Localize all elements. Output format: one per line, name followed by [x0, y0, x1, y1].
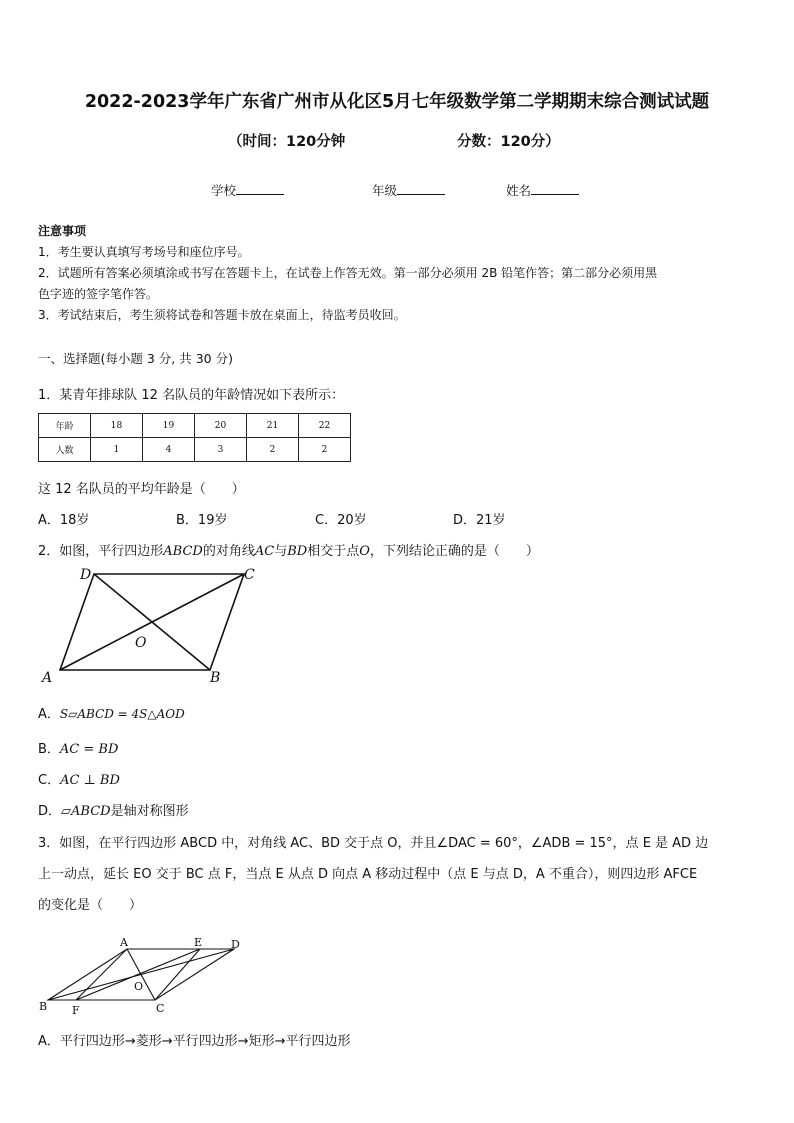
name-label: 姓名 [506, 183, 532, 198]
score-label: 分数：120分） [457, 134, 560, 150]
school-blank[interactable] [236, 183, 284, 195]
table-cell: 4 [143, 438, 195, 462]
q3-option-a[interactable]: A．平行四边形→菱形→平行四边形→矩形→平行四边形 [38, 1034, 351, 1049]
q2-stem-mid1: 的对角线 [202, 544, 255, 559]
school-label: 学校 [211, 183, 237, 198]
q2-abcd: ABCD [163, 544, 203, 559]
table-cell: 22 [299, 414, 351, 438]
q3-figure [36, 934, 252, 1018]
q2-stem-mid2: 与 [274, 544, 288, 559]
time-label: （时间：120分钟 [228, 134, 346, 150]
label-b: B [210, 670, 221, 686]
q3-label-e: E [194, 936, 203, 949]
notice-item-2a: 2．试题所有答案必须填涂或书写在答题卡上，在试卷上作答无效。第一部分必须用 2B 铅笔作答；第二部分必须用黑 [38, 266, 658, 280]
table-row [39, 438, 351, 462]
name-blank[interactable] [531, 183, 579, 195]
q2-stem-end: ，下列结论正确的是（ ） [369, 544, 539, 559]
name-field [506, 181, 579, 199]
q1-option-c[interactable]: C．20岁 [315, 513, 367, 528]
q2-option-b-label: B． [38, 742, 60, 757]
q2-stem-prefix: 2．如图，平行四边形 [38, 544, 164, 559]
q2-option-d-label: D． [38, 804, 62, 819]
diagonal-bd [94, 574, 210, 670]
notice-item-1: 1．考生要认真填写考场号和座位序号。 [38, 245, 250, 259]
school-field [211, 181, 284, 199]
page-title: 2022-2023学年广东省广州市从化区5月七年级数学第二学期期末综合测试试题 [84, 92, 710, 112]
section-heading: 一、选择题(每小题 3 分, 共 30 分) [38, 351, 233, 366]
q2-option-d[interactable] [38, 800, 189, 819]
notice-item-2b: 色字迹的签字笔作答。 [38, 287, 159, 301]
q3-label-d: D [231, 938, 240, 951]
grade-blank[interactable] [397, 183, 445, 195]
q3-segment-af [76, 949, 127, 1000]
q1-stem: 1．某青年排球队 12 名队员的年龄情况如下表所示： [38, 388, 345, 403]
q1-option-a[interactable]: A．18岁 [38, 513, 90, 528]
age-table [38, 413, 351, 462]
grade-label: 年级 [372, 183, 398, 198]
table-cell: 20 [195, 414, 247, 438]
table-cell: 1 [91, 438, 143, 462]
q3-label-c: C [156, 1002, 165, 1015]
table-cell: 19 [143, 414, 195, 438]
label-a: A [42, 670, 53, 686]
q3-line-2: 上一动点，延长 EO 交于 BC 点 F，当点 E 从点 D 向点 A 移动过程中（点 E 与点 D，A 不重合），则四边形 AFCE [38, 867, 698, 882]
q3-line-1: 3．如图，在平行四边形 ABCD 中，对角线 AC、BD 交于点 O，并且∠DAC = 60°，∠ADB = 15°，点 E 是 AD 边 [38, 836, 709, 851]
q2-stem-mid3: 相交于点 [307, 544, 360, 559]
q2-option-c-math: AC ⊥ BD [60, 773, 120, 788]
q2-ac: AC [254, 544, 275, 559]
q1-option-b[interactable]: B．19岁 [176, 513, 228, 528]
label-c: C [244, 567, 255, 583]
notice-item-3: 3．考试结束后，考生须将试卷和答题卡放在桌面上，待监考员收回。 [38, 308, 406, 322]
q1-question: 这 12 名队员的平均年龄是（ ） [38, 482, 245, 497]
notice-heading: 注意事项 [38, 224, 87, 238]
table-cell: 18 [91, 414, 143, 438]
table-row [39, 414, 351, 438]
q2-bd: BD [287, 544, 308, 559]
q2-option-d-math: ▱ABCD [61, 804, 111, 819]
q3-label-f: F [72, 1004, 80, 1017]
q2-option-a[interactable] [38, 703, 185, 722]
q2-option-c[interactable] [38, 769, 120, 788]
label-o: O [135, 635, 147, 651]
q2-option-d-text: 是轴对称图形 [110, 804, 189, 819]
table-cell: 年龄 [39, 414, 91, 438]
q3-label-a: A [120, 936, 128, 949]
table-cell: 2 [299, 438, 351, 462]
q2-option-a-label: A． [38, 707, 60, 722]
q3-label-b: B [39, 1000, 48, 1013]
q2-o: O [359, 544, 370, 559]
parallelogram-figure [36, 562, 268, 688]
q3-segment-ce [155, 949, 200, 1000]
q2-option-a-math: S▱ABCD = 4S△AOD [59, 707, 185, 721]
label-d: D [80, 567, 92, 583]
q1-option-d[interactable]: D．21岁 [453, 513, 506, 528]
table-cell: 2 [247, 438, 299, 462]
q2-stem [38, 540, 539, 559]
notice-block [38, 221, 758, 326]
q3-line-3: 的变化是（ ） [38, 898, 143, 913]
grade-field [372, 181, 445, 199]
q2-option-c-label: C． [38, 773, 61, 788]
table-cell: 3 [195, 438, 247, 462]
q2-option-b[interactable] [38, 738, 118, 757]
table-cell: 21 [247, 414, 299, 438]
q3-label-o: O [134, 980, 144, 993]
q2-option-b-math: AC = BD [59, 742, 119, 757]
table-cell: 人数 [39, 438, 91, 462]
